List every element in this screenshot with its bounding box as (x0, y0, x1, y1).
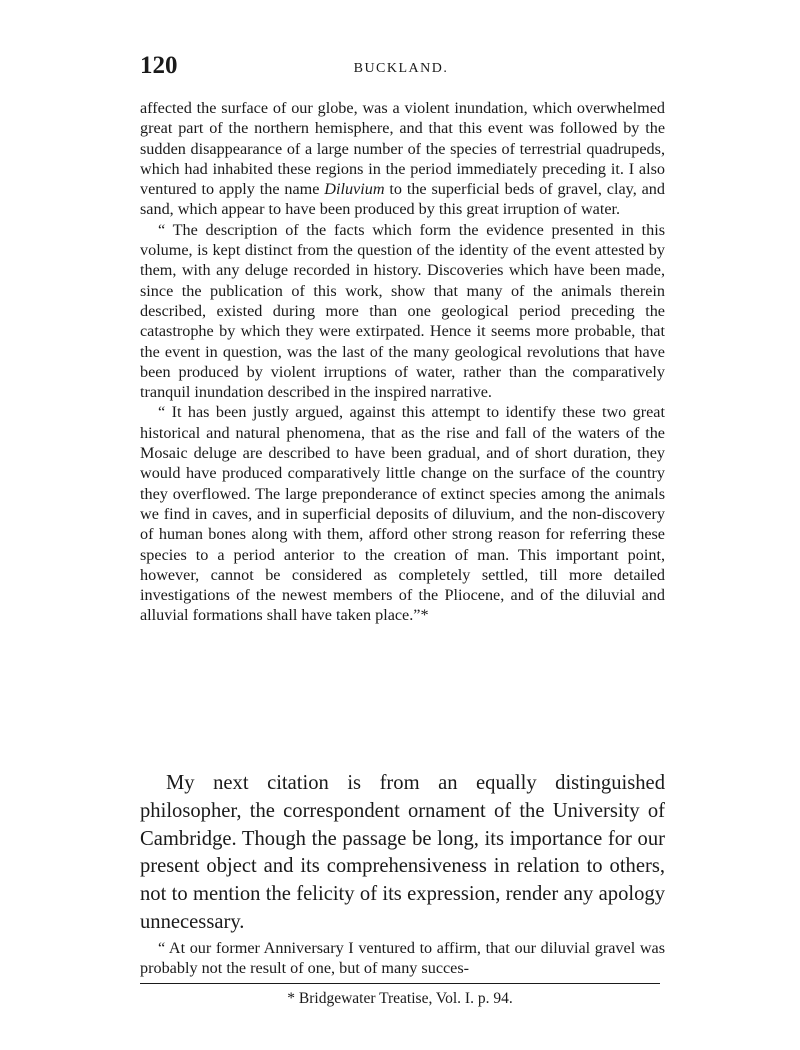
quote-paragraph-1-part-b: to the superficial beds of gravel, clay, and sand, which appear to have been produced by this great irruption of water. (140, 180, 665, 219)
main-text (140, 770, 665, 937)
quote-paragraph-1 (140, 98, 665, 220)
next-quote-paragraph: “ At our former Anniversary I ventured to affirm, that our diluvial gravel was probably not the result of one, but of many succes- (140, 939, 665, 978)
main-paragraph: My next citation is from an equally distinguished philosopher, the correspondent ornament of the University of Cambridge. Though the passage be long, its importance for our present object and its comprehensiveness in relation to others, not to mention the felicity of its expression, render any apology unnecessary. (140, 772, 665, 933)
page-number: 120 (140, 52, 178, 79)
quote-paragraph-1-part-a: affected the surface of our globe, was a violent inundation, which overwhelmed great part of the northern hemisphere, and that this event was followed by the sudden disappearance of a large number of the species of terrestrial quadrupeds, which had inhabited these regions in the period immediately preceding it. I also ventured to apply the name (140, 99, 665, 199)
quote-paragraph-2: “ The description of the facts which form the evidence presented in this volume, is kept distinct from the question of the identity of the event attested by them, with any deluge recorded in history. Discoveries which have been made, since the publication of this work, show that many of the animals therein described, existed during more than one geological period preceding the catastrophe by which they were extirpated. Hence it seems more probable, that the event in question, was the last of the many geological revolutions that have been produced by violent irruptions of water, rather than the comparatively tranquil inundation described in the inspired narrative. (140, 220, 665, 402)
footnote: * Bridgewater Treatise, Vol. I. p. 94. (287, 990, 513, 1007)
footnote-rule (140, 983, 660, 984)
running-head: BUCKLAND. (353, 61, 449, 76)
page-header (136, 52, 666, 82)
next-quoted-passage (140, 938, 665, 979)
quoted-passage (140, 98, 665, 626)
quote-paragraph-3: “ It has been justly argued, against this attempt to identify these two great historical and natural phenomena, that as the rise and fall of the waters of the Mosaic deluge are described to have been gradual, and of short duration, they would have produced comparatively little change on the surface of the country they overflowed. The large preponderance of extinct species among the animals we find in caves, and in superficial deposits of diluvium, and the non-discovery of human bones along with them, afford other strong reason for referring these species to a period anterior to the creation of man. This important point, however, cannot be considered as completely settled, till more detailed investigations of the newest members of the Pliocene, and of the diluvial and alluvial formations shall have taken place.”* (140, 403, 665, 625)
diluvium-term: Diluvium (324, 180, 385, 199)
